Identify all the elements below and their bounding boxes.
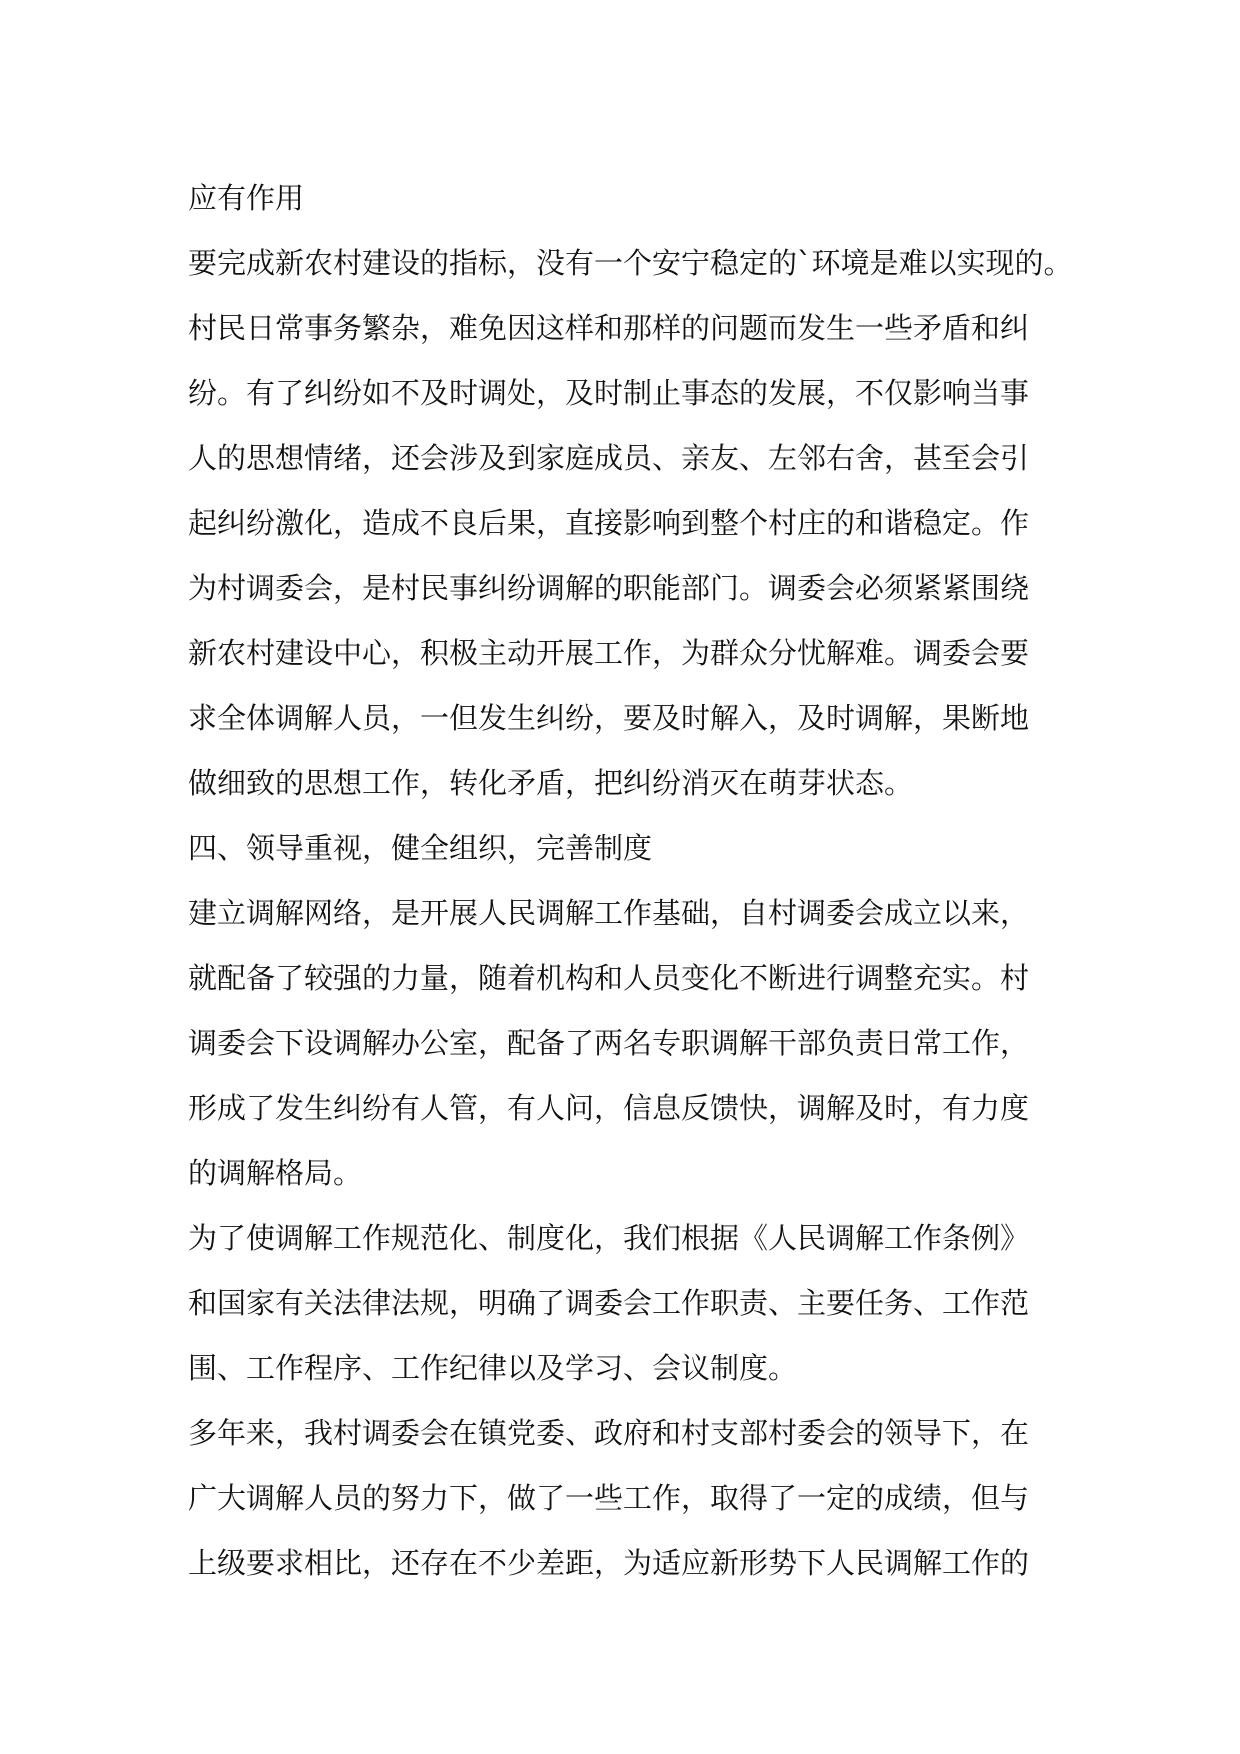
text-line: 求全体调解人员，一但发生纠纷，要及时解入，及时调解，果断地 — [188, 701, 1030, 735]
text-line: 形成了发生纠纷有人管，有人问，信息反馈快，调解及时，有力度 — [188, 1091, 1030, 1125]
text-line: 做细致的思想工作，转化矛盾，把纠纷消灭在萌芽状态。 — [188, 766, 914, 800]
text-line: 上级要求相比，还存在不少差距，为适应新形势下人民调解工作的 — [188, 1546, 1030, 1580]
text-line: 多年来，我村调委会在镇党委、政府和村支部村委会的领导下，在 — [188, 1416, 1030, 1450]
text-line: 四、领导重视，健全组织，完善制度 — [188, 831, 653, 865]
text-line: 就配备了较强的力量，随着机构和人员变化不断进行调整充实。村 — [188, 961, 1030, 995]
text-line: 新农村建设中心，积极主动开展工作，为群众分忧解难。调委会要 — [188, 636, 1030, 670]
text-line: 起纠纷激化，造成不良后果，直接影响到整个村庄的和谐稳定。作 — [188, 506, 1030, 540]
text-line: 建立调解网络，是开展人民调解工作基础，自村调委会成立以来， — [188, 896, 1030, 930]
document-body — [188, 166, 1073, 1596]
text-line: 应有作用 — [188, 181, 305, 215]
text-line: 为了使调解工作规范化、制度化，我们根据《人民调解工作条例》 — [188, 1221, 1030, 1255]
text-line: 为村调委会，是村民事纠纷调解的职能部门。调委会必须紧紧围绕 — [188, 571, 1030, 605]
text-line: 广大调解人员的努力下，做了一些工作，取得了一定的成绩，但与 — [188, 1481, 1030, 1515]
paragraph — [188, 1401, 1068, 1596]
text-line: 要完成新农村建设的指标，没有一个安宁稳定的`环境是难以实现的。 — [188, 246, 1073, 280]
text-line: 村民日常事务繁杂，难免因这样和那样的问题而发生一些矛盾和纠 — [188, 311, 1030, 345]
text-line: 人的思想情绪，还会涉及到家庭成员、亲友、左邻右舍，甚至会引 — [188, 441, 1030, 475]
paragraph — [188, 881, 1068, 1206]
text-line: 的调解格局。 — [188, 1156, 363, 1190]
text-line: 纷。有了纠纷如不及时调处，及时制止事态的发展，不仅影响当事 — [188, 376, 1030, 410]
paragraph-heading-fragment — [188, 166, 1068, 231]
text-line: 围、工作程序、工作纪律以及学习、会议制度。 — [188, 1351, 798, 1385]
text-line: 和国家有关法律法规，明确了调委会工作职责、主要任务、工作范 — [188, 1286, 1030, 1320]
text-line: 调委会下设调解办公室，配备了两名专职调解干部负责日常工作， — [188, 1026, 1030, 1060]
section-heading — [188, 816, 1068, 881]
paragraph — [188, 231, 1073, 816]
paragraph — [188, 1206, 1068, 1401]
